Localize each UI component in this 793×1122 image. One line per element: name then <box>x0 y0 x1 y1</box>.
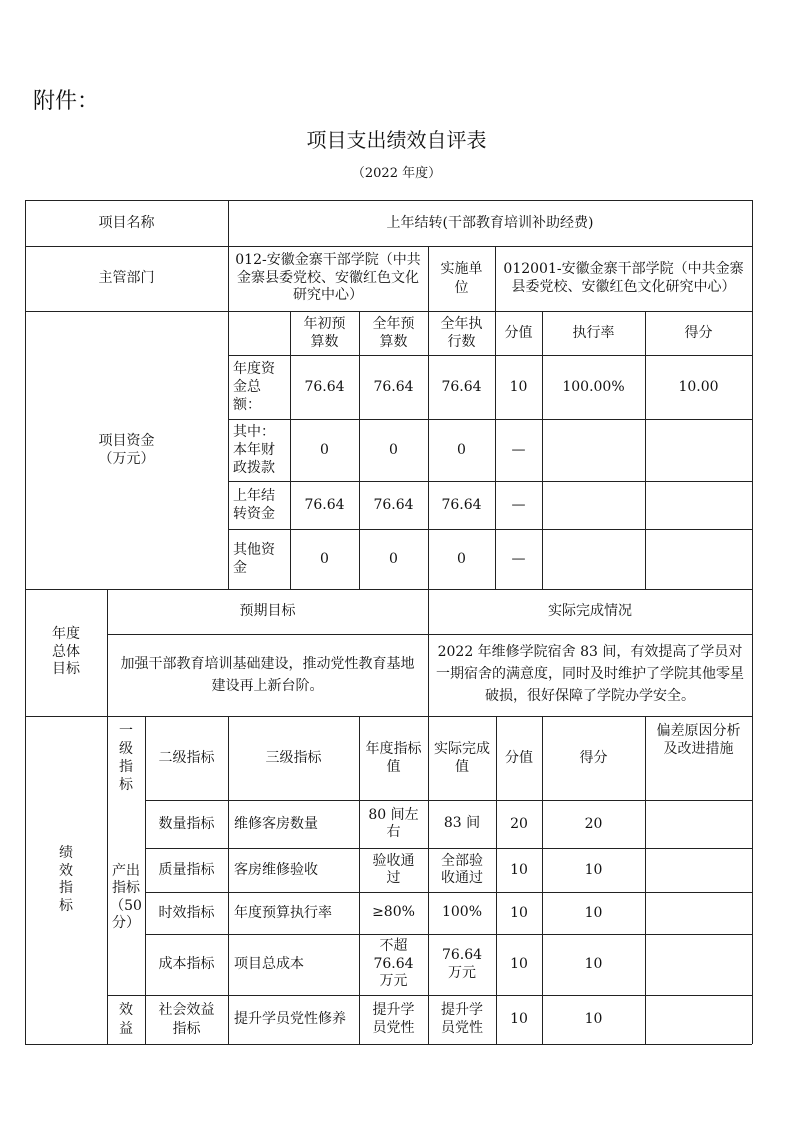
implementing-unit-value: 012001-安徽金寨干部学院（中共金寨县委党校、安徽红色文化研究中心） <box>503 261 744 295</box>
perf-cell-target: 验收通过 <box>372 852 415 886</box>
perf-cell-deviation <box>645 892 752 934</box>
funds-cell-initial: 76.64 <box>304 378 345 395</box>
actual-result-header: 实际完成情况 <box>548 603 632 620</box>
perf-cell-score: 20 <box>584 815 603 832</box>
actual-result-text: 2022 年维修学院宿舍 83 间，有效提高了学员对一期宿舍的满意度，同时及时维护了学院其他零星破损，很好保障了学院办学安全。 <box>436 644 744 704</box>
perf-cell-score: 10 <box>584 904 603 921</box>
perf-cell-target: 不超76.64万元 <box>373 938 414 990</box>
perf-cell-score-value: 10 <box>510 861 528 878</box>
perf-cell-level3: 项目总成本 <box>234 956 304 973</box>
output-indicator-label: 产出指标（50分） <box>110 863 142 931</box>
funds-row-label: 其他资金 <box>233 541 275 576</box>
perf-cell-score-value: 10 <box>510 956 528 973</box>
perf-cell-target: ≥80% <box>372 904 415 921</box>
perf-header-level1: 一级指标 <box>119 722 133 794</box>
implementing-unit-label: 实施单位 <box>440 261 483 296</box>
perf-cell-actual: 83 间 <box>443 815 481 832</box>
funds-header: 执行率 <box>572 324 615 341</box>
table-border <box>25 1044 752 1045</box>
funds-label: 项目资金 （万元） <box>98 432 155 467</box>
funds-row-label: 年度资金总额： <box>233 360 275 414</box>
page-title: 项目支出绩效自评表 <box>306 128 487 152</box>
table-border <box>752 200 753 1044</box>
funds-cell-initial: 0 <box>320 441 329 458</box>
funds-cell-annual: 76.64 <box>373 496 414 513</box>
funds-cell-initial: 0 <box>320 550 329 567</box>
expected-goal-text: 加强干部教育培训基础建设，推动党性教育基地建设再上新台阶。 <box>120 655 415 694</box>
perf-cell-deviation <box>645 800 752 848</box>
perf-header-level2: 二级指标 <box>158 749 215 766</box>
funds-row-label: 其中：本年财政拨款 <box>233 423 275 477</box>
funds-cell-rate <box>542 529 645 589</box>
benefit-indicator-label: 效益 <box>119 1002 133 1037</box>
funds-cell-score <box>645 529 752 589</box>
perf-cell-score: 10 <box>584 861 603 878</box>
perf-cell-score-value: 10 <box>510 904 528 921</box>
perf-header-actual: 实际完成值 <box>434 740 490 775</box>
perf-header-score-value: 分值 <box>505 749 533 766</box>
perf-cell-actual: 提升学员党性 <box>441 1002 483 1036</box>
perf-cell-level3: 提升学员党性修养 <box>234 1011 346 1028</box>
funds-cell-rate <box>542 481 645 529</box>
funds-cell-executed: 76.64 <box>441 378 482 395</box>
project-name-value: 上年结转(干部教育培训补助经费) <box>386 214 594 231</box>
funds-cell-executed: 76.64 <box>441 496 482 513</box>
perf-cell-score-value: 20 <box>510 815 528 832</box>
funds-cell-score-value: — <box>511 441 526 458</box>
funds-cell-rate: 100.00% <box>562 378 625 395</box>
perf-cell-level2: 时效指标 <box>158 904 215 921</box>
performance-label: 绩效指标 <box>59 845 73 914</box>
funds-cell-initial: 76.64 <box>304 496 345 513</box>
funds-cell-score: 10.00 <box>678 378 719 395</box>
perf-cell-target: 提升学员党性 <box>372 1002 415 1036</box>
department-value: 012-安徽金寨干部学院（中共金寨县委党校、安徽红色文化研究中心） <box>235 252 421 304</box>
perf-cell-deviation <box>645 934 752 995</box>
perf-header-score: 得分 <box>579 749 608 766</box>
funds-cell-annual: 0 <box>389 550 398 567</box>
funds-cell-annual: 0 <box>389 441 398 458</box>
funds-cell-score-value: — <box>511 550 526 567</box>
perf-cell-target: 80 间左右 <box>368 806 419 840</box>
perf-cell-score: 10 <box>584 956 603 973</box>
perf-cell-score: 10 <box>584 1011 603 1028</box>
funds-header: 全年执行数 <box>440 315 483 350</box>
funds-cell-rate <box>542 419 645 481</box>
project-name-label: 项目名称 <box>98 214 155 231</box>
perf-cell-level2: 数量指标 <box>158 815 215 832</box>
funds-cell-score <box>645 419 752 481</box>
funds-cell-score-value: — <box>511 496 526 513</box>
perf-cell-level3: 年度预算执行率 <box>234 904 332 921</box>
goals-label: 年度总体目标 <box>52 626 80 678</box>
perf-cell-level2: 成本指标 <box>158 956 215 973</box>
funds-cell-score <box>645 481 752 529</box>
funds-header: 得分 <box>684 324 713 341</box>
funds-header: 分值 <box>504 324 533 341</box>
perf-cell-actual: 100% <box>441 904 483 921</box>
perf-header-deviation: 偏差原因分析及改进措施 <box>656 723 741 758</box>
funds-cell-executed: 0 <box>457 550 466 567</box>
report-year: （2022 年度） <box>351 166 442 181</box>
funds-cell-executed: 0 <box>457 441 466 458</box>
perf-cell-actual: 76.64万元 <box>441 947 483 981</box>
perf-cell-level2: 质量指标 <box>158 861 215 878</box>
department-label: 主管部门 <box>98 270 155 287</box>
attachment-label: 附件： <box>33 89 100 114</box>
perf-cell-level3: 维修客房数量 <box>234 815 318 832</box>
perf-header-target: 年度指标值 <box>365 740 422 775</box>
funds-header: 年初预算数 <box>303 315 346 350</box>
perf-cell-deviation <box>645 995 752 1044</box>
perf-cell-score-value: 10 <box>510 1011 528 1028</box>
expected-goal-header: 预期目标 <box>239 603 296 620</box>
perf-header-level3: 三级指标 <box>265 749 322 766</box>
funds-cell-score-value: 10 <box>509 378 528 395</box>
perf-cell-level3: 客房维修验收 <box>234 861 318 878</box>
funds-header: 全年预算数 <box>372 315 415 350</box>
funds-cell-annual: 76.64 <box>373 378 414 395</box>
perf-cell-level2: 社会效益指标 <box>158 1002 215 1037</box>
perf-cell-actual: 全部验收通过 <box>441 852 483 886</box>
perf-cell-deviation <box>645 848 752 892</box>
funds-row-label: 上年结转资金 <box>233 487 275 522</box>
